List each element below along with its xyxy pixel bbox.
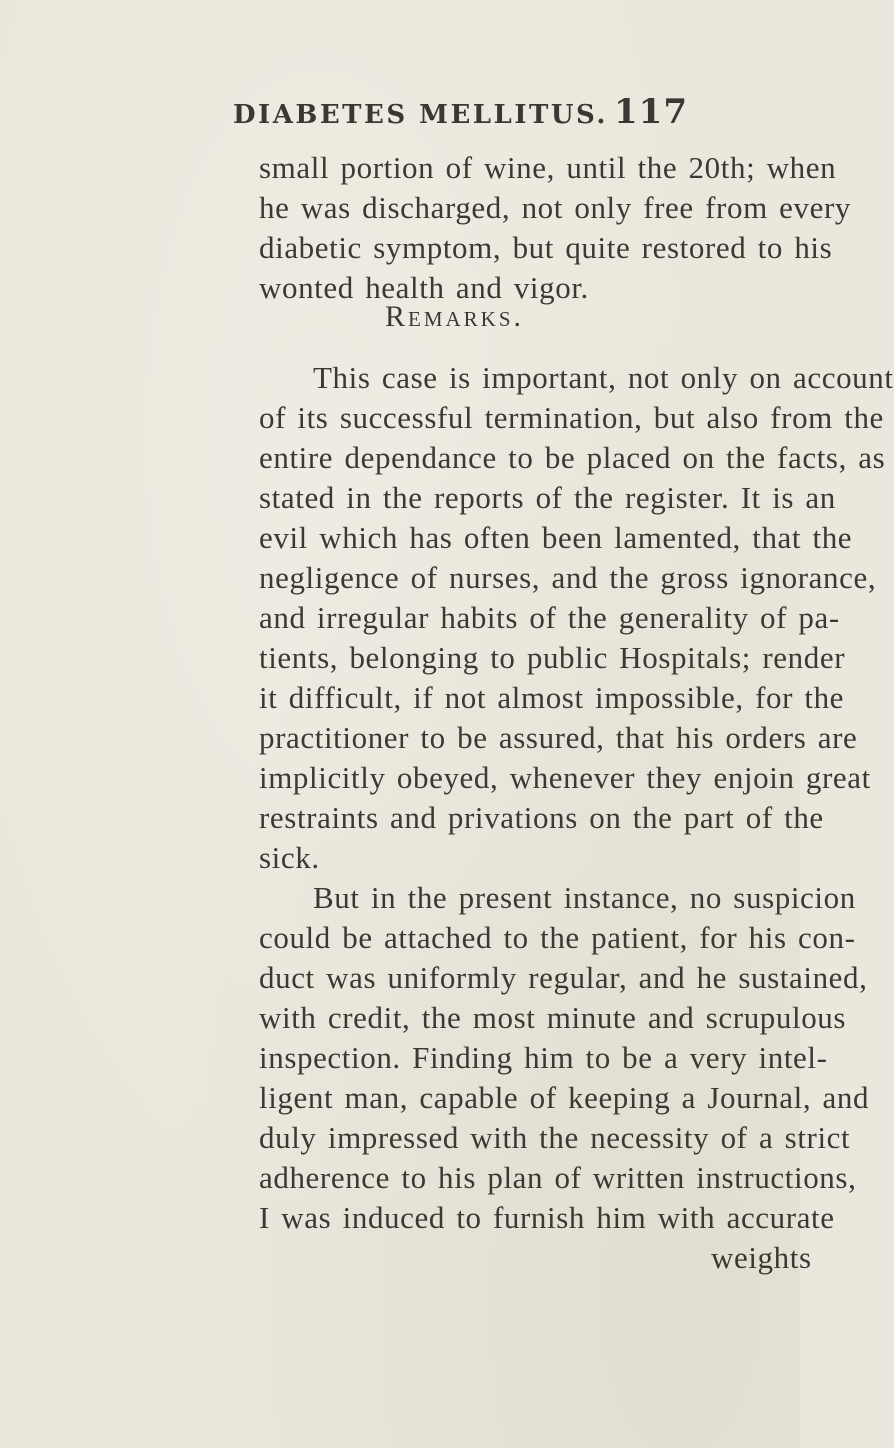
text-line: evil which has often been lamented, that the bbox=[259, 520, 853, 555]
text-line: ligent man, capable of keeping a Journal, and bbox=[259, 1080, 870, 1115]
text-line: small portion of wine, until the 20th; when bbox=[259, 150, 837, 185]
text-line: it difficult, if not almost impossible, for the bbox=[259, 680, 845, 715]
text-line: sick. bbox=[259, 840, 320, 875]
text-line: But in the present instance, no suspicion bbox=[313, 880, 856, 915]
text-line: wonted health and vigor. bbox=[259, 270, 589, 305]
text-line: entire dependance to be placed on the facts, as bbox=[259, 440, 886, 475]
text-line: inspection. Finding him to be a very intel- bbox=[259, 1040, 828, 1075]
page-number: 117 bbox=[614, 92, 688, 132]
text-line: tients, belonging to public Hospitals; render bbox=[259, 640, 846, 675]
text-line: restraints and privations on the part of the bbox=[259, 800, 824, 835]
remarks-heading: Remarks. bbox=[385, 300, 525, 333]
text-line: stated in the reports of the register. It is an bbox=[259, 480, 836, 515]
text-line: he was discharged, not only free from every bbox=[259, 190, 851, 225]
text-line: I was induced to furnish him with accurate bbox=[259, 1200, 835, 1235]
text-line: could be attached to the patient, for his con- bbox=[259, 920, 856, 955]
text-line: implicitly obeyed, whenever they enjoin great bbox=[259, 760, 871, 795]
text-line: of its successful termination, but also from the bbox=[259, 400, 884, 435]
text-line: negligence of nurses, and the gross ignorance, bbox=[259, 560, 877, 595]
text-line: with credit, the most minute and scrupulous bbox=[259, 1000, 847, 1035]
text-line: and irregular habits of the generality of pa- bbox=[259, 600, 840, 635]
text-line: diabetic symptom, but quite restored to his bbox=[259, 230, 833, 265]
text-line: duct was uniformly regular, and he sustained, bbox=[259, 960, 868, 995]
text-line: duly impressed with the necessity of a strict bbox=[259, 1120, 851, 1155]
running-title: DIABETES MELLITUS. bbox=[233, 100, 608, 130]
text-line: practitioner to be assured, that his orders are bbox=[259, 720, 858, 755]
catchword: weights bbox=[711, 1240, 812, 1275]
text-line: adherence to his plan of written instructions, bbox=[259, 1160, 857, 1195]
text-line: This case is important, not only on account bbox=[313, 360, 894, 395]
